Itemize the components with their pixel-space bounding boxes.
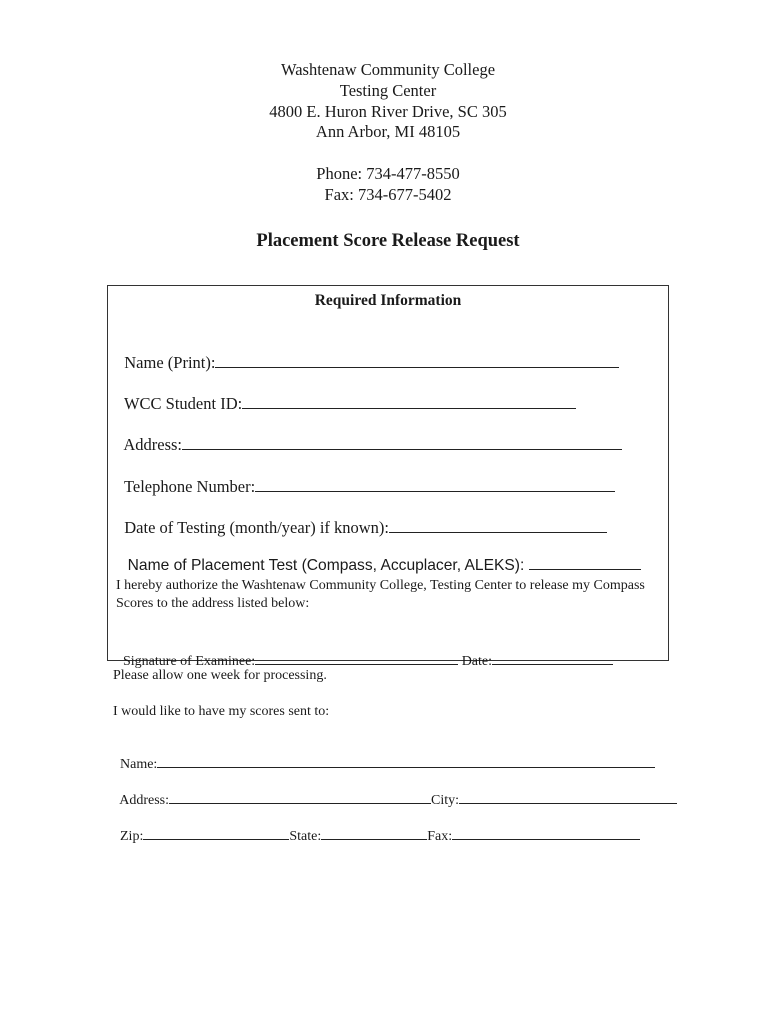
date-of-testing-row xyxy=(116,498,607,538)
recipient-zip-row xyxy=(113,811,640,845)
name-print-field[interactable] xyxy=(215,353,619,368)
signature-field[interactable] xyxy=(255,652,458,665)
name-print-row xyxy=(116,333,619,373)
address-label: Address: xyxy=(123,435,183,454)
recipient-city-label: City: xyxy=(431,793,460,808)
required-information-heading: Required Information xyxy=(314,292,462,309)
form-title: Placement Score Release Request xyxy=(256,231,520,251)
city-state-zip: Ann Arbor, MI 48105 xyxy=(315,122,461,142)
letterhead xyxy=(0,60,768,205)
phone-number: Phone: 734-477-8550 xyxy=(316,163,460,183)
address-row xyxy=(116,415,622,455)
telephone-field[interactable] xyxy=(255,477,615,492)
telephone-row xyxy=(116,457,615,497)
student-id-field[interactable] xyxy=(242,394,576,409)
signature-label: Signature of Examinee: xyxy=(123,654,256,669)
college-name: Washtenaw Community College xyxy=(280,60,496,79)
telephone-label: Telephone Number: xyxy=(123,477,256,496)
signature-row xyxy=(116,636,613,670)
recipient-address-label: Address: xyxy=(119,793,170,808)
name-print-label: Name (Print): xyxy=(124,353,216,372)
recipient-zip-field[interactable] xyxy=(143,827,289,840)
recipient-zip-label: Zip: xyxy=(120,829,144,844)
recipient-name-row xyxy=(113,739,655,773)
placement-test-label: Name of Placement Test (Compass, Accuplacer, ALEKS): xyxy=(127,557,529,574)
student-id-row xyxy=(116,374,576,414)
address-field[interactable] xyxy=(182,435,622,450)
placement-test-row xyxy=(119,537,641,575)
authorization-statement: I hereby authorize the Washtenaw Community College, Testing Center to release my Compass Scores to the address listed below: xyxy=(116,578,645,611)
student-id-label: WCC Student ID: xyxy=(123,394,243,413)
recipient-address-row xyxy=(113,775,677,809)
signature-date-field[interactable] xyxy=(492,652,613,665)
recipient-address-field[interactable] xyxy=(169,791,431,804)
placement-test-field[interactable] xyxy=(529,555,641,570)
date-of-testing-label: Date of Testing (month/year) if known): xyxy=(124,518,390,537)
date-of-testing-field[interactable] xyxy=(389,518,607,533)
fax-number: Fax: 734-677-5402 xyxy=(324,184,452,204)
recipient-city-field[interactable] xyxy=(459,791,677,804)
signature-date-label: Date: xyxy=(458,654,493,669)
recipient-fax-field[interactable] xyxy=(452,827,640,840)
testing-center: Testing Center xyxy=(339,80,437,100)
street-address: 4800 E. Huron River Drive, SC 305 xyxy=(269,101,507,121)
send-to-intro: I would like to have my scores sent to: xyxy=(113,704,330,719)
recipient-name-field[interactable] xyxy=(157,755,655,768)
recipient-fax-label: Fax: xyxy=(427,829,453,844)
processing-note: Please allow one week for processing. xyxy=(113,668,327,683)
recipient-name-label: Name: xyxy=(120,757,158,772)
recipient-state-field[interactable] xyxy=(321,827,427,840)
recipient-state-label: State: xyxy=(289,829,322,844)
